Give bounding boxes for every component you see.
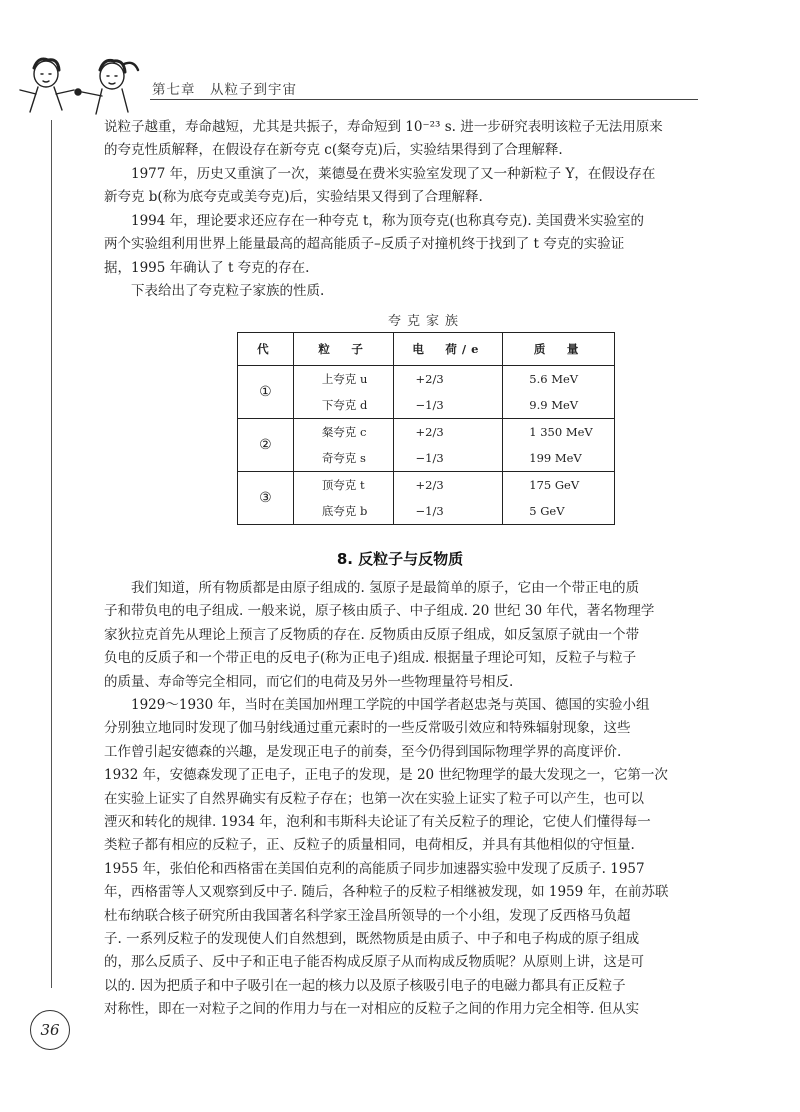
text-line: 家狄拉克首先从理论上预言了反物质的存在. 反物质由反原子组成，如反氢原子就由一个带 — [104, 626, 640, 643]
mass-cell: 5.6 MeV — [503, 366, 615, 393]
text-line: 的夸克性质解释，在假设存在新夸克 c(粲夸克)后，实验结果得到了合理解释. — [104, 142, 563, 159]
chapter-title: 第七章 从粒子到宇宙 — [152, 82, 297, 98]
particle-cell: 粲夸克 c — [293, 419, 393, 446]
charge-cell: −1/3 — [393, 392, 503, 419]
generation-cell: ① — [238, 366, 294, 419]
text-line: 1932 年，安德森发现了正电子，正电子的发现，是 20 世纪物理学的最大发现之一，它第一次 — [104, 767, 668, 784]
text-line: 的质量、寿命等完全相同，而它们的电荷及另外一些物理量符号相反. — [104, 673, 514, 690]
section-paragraph-1 — [104, 577, 698, 694]
table-row — [238, 445, 615, 472]
page-number: 36 — [30, 1010, 70, 1050]
text-line: 杜布纳联合核子研究所由我国著名科学家王淦昌所领导的一个小组，发现了反西格马负超 — [104, 907, 631, 924]
generation-cell: ③ — [238, 472, 294, 525]
mass-cell: 5 GeV — [503, 498, 615, 525]
generation-cell: ② — [238, 419, 294, 472]
text-line: 以的. 因为把质子和中子吸引在一起的核力以及原子核吸引电子的电磁力都具有正反粒子 — [104, 977, 626, 994]
header-charge: 电 荷/e — [393, 333, 503, 366]
table-title: 夸克家族 — [387, 314, 464, 329]
table-row — [238, 392, 615, 419]
text-line: 新夸克 b(称为底夸克或美夸克)后，实验结果又得到了合理解释. — [104, 189, 483, 206]
text-line: 1929～1930 年，当时在美国加州理工学院的中国学者赵忠尧与英国、德国的实验小组 — [131, 697, 650, 713]
charge-cell: −1/3 — [393, 498, 503, 525]
intro-paragraph-4 — [104, 280, 698, 303]
mass-cell: 1 350 MeV — [503, 419, 615, 446]
table-row — [238, 498, 615, 525]
mass-cell: 175 GeV — [503, 472, 615, 499]
particle-cell: 下夸克 d — [293, 392, 393, 419]
mass-cell: 9.9 MeV — [503, 392, 615, 419]
text-line: 子. 一系列反粒子的发现使人们自然想到，既然物质是由质子、中子和电子构成的原子组成 — [104, 931, 640, 948]
header-mass: 质 量 — [503, 333, 615, 366]
text-line: 对称性，即在一对粒子之间的作用力与在一对相应的反粒子之间的作用力完全相等. 但从实 — [104, 1001, 640, 1018]
table-row — [238, 419, 615, 446]
section-title: 8. 反粒子与反物质 — [336, 550, 464, 568]
text-line: 湮灭和转化的规律. 1934 年，泡利和韦斯科夫论证了有关反粒子的理论，它使人们懂得每一 — [104, 814, 651, 831]
text-line: 年，西格雷等人又观察到反中子. 随后，各种粒子的反粒子相继被发现，如 1959 年，在前苏联 — [104, 884, 669, 901]
intro-paragraph-3 — [104, 210, 698, 280]
text-line: 类粒子都有相应的反粒子，正、反粒子的质量相同，电荷相反，并具有其他相似的守恒量. — [104, 837, 635, 854]
mass-cell: 199 MeV — [503, 445, 615, 472]
charge-cell: +2/3 — [393, 419, 503, 446]
text-line: 下表给出了夸克粒子家族的性质. — [131, 283, 325, 299]
children-cartoon-illustration — [16, 52, 144, 118]
table-header-row — [238, 333, 615, 366]
quark-family-table — [237, 332, 615, 525]
text-line: 工作曾引起安德森的兴趣，是发现正电子的前奏，至今仍得到国际物理学界的高度评价. — [104, 743, 622, 760]
table-row — [238, 472, 615, 499]
particle-cell: 底夸克 b — [293, 498, 393, 525]
text-line: 分别独立地同时发现了伽马射线通过重元素时的一些反常吸引效应和特殊辐射现象，这些 — [104, 720, 631, 737]
header-particle: 粒 子 — [293, 333, 393, 366]
table-row — [238, 366, 615, 393]
text-line: 负电的反质子和一个带正电的反电子(称为正电子)组成. 根据量子理论可知，反粒子与粒子 — [104, 650, 637, 667]
text-line: 1994 年，理论要求还应存在一种夸克 t，称为顶夸克(也称真夸克). 美国费米实验室的 — [131, 213, 644, 229]
particle-cell: 顶夸克 t — [293, 472, 393, 499]
text-line: 在实验上证实了自然界确实有反粒子存在；也第一次在实验上证实了粒子可以产生，也可以 — [104, 790, 644, 807]
header-generation: 代 — [238, 333, 294, 366]
intro-paragraph-2 — [104, 163, 698, 210]
charge-cell: +2/3 — [393, 366, 503, 393]
particle-cell: 上夸克 u — [293, 366, 393, 393]
text-line: 两个实验组利用世界上能量最高的超高能质子–反质子对撞机终于找到了 t 夸克的实验证 — [104, 236, 625, 253]
text-line: 据，1995 年确认了 t 夸克的存在. — [104, 259, 310, 276]
text-line: 的，那么反质子、反中子和正电子能否构成反原子从而构成反物质呢？从原则上讲，这是可 — [104, 954, 644, 971]
section-paragraph-2 — [104, 694, 698, 1022]
text-line: 1955 年，张伯伦和西格雷在美国伯克利的高能质子同步加速器实验中发现了反质子. 1957 — [104, 860, 645, 877]
charge-cell: −1/3 — [393, 445, 503, 472]
text-line: 说粒子越重，寿命越短，尤其是共振子，寿命短到 10⁻²³ s. 进一步研究表明该粒子无法用原来 — [104, 119, 663, 135]
charge-cell: +2/3 — [393, 472, 503, 499]
header-rule — [150, 99, 698, 100]
text-line: 子和带负电的电子组成. 一般来说，原子核由质子、中子组成. 20 世纪 30 年代，著名物理学 — [104, 603, 655, 620]
intro-paragraph-1 — [104, 116, 698, 163]
particle-cell: 奇夸克 s — [293, 445, 393, 472]
text-line: 我们知道，所有物质都是由原子组成的. 氢原子是最简单的原子，它由一个带正电的质 — [131, 580, 640, 596]
text-line: 1977 年，历史又重演了一次，莱德曼在费米实验室发现了又一种新粒子 Υ，在假设存在 — [131, 166, 656, 182]
